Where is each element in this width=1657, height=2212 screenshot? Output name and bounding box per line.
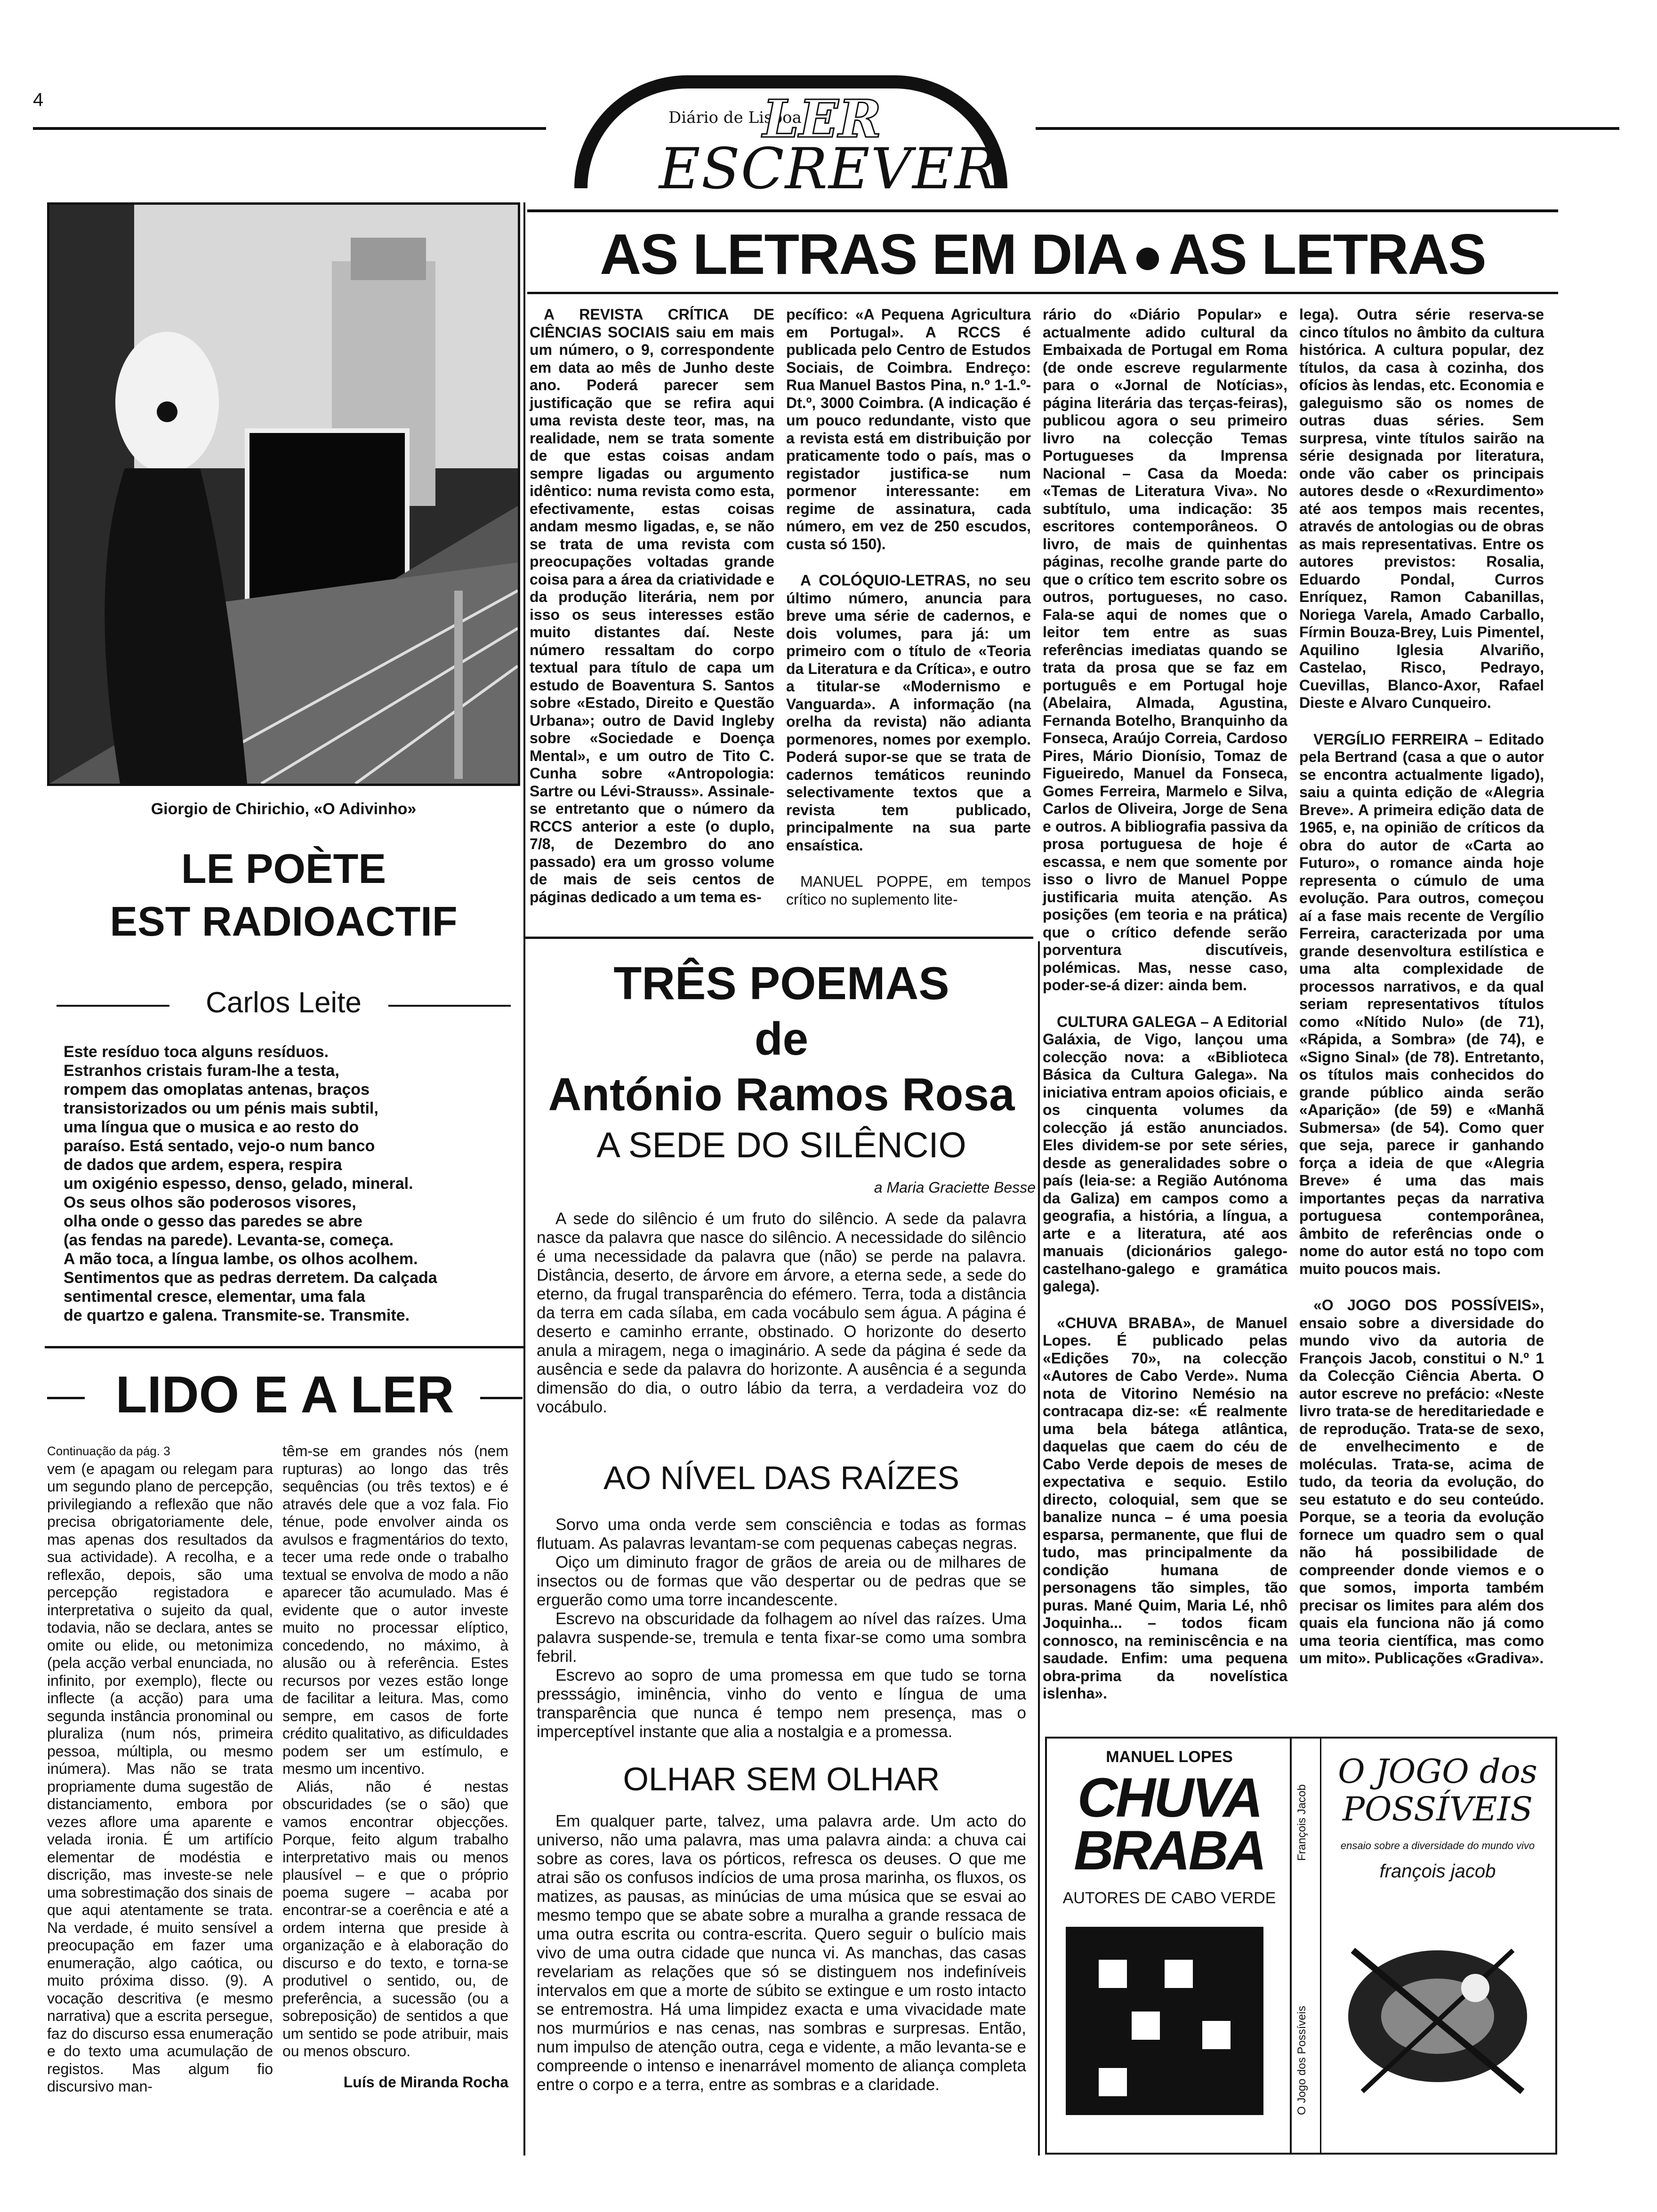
lido-continuation: Continuação da pág. 3: [47, 1444, 170, 1458]
cover2-illustration: [1334, 1894, 1541, 2139]
lido-col2-para: Aliás, não é nestas obscuridades (se o são) que vamos encontrar objecções. Porque, feito algum trabalho interpretativo mais ou menos plausível – e que o próprio poema sugere – acaba por encontrar-se a coerência e até a ordem interna que preside à organização e à elaboração do discurso e do texto, e torna-se produtivel o sentido, ou, de preferência, a sucessão (ou a sobreposição) de sentidos a que um sentido se pode atribuir, mais ou menos obscuro.: [282, 1778, 508, 2060]
poem-line: de dados que ardem, espera, respira: [64, 1156, 342, 1174]
poem-line: Este resíduo toca alguns resíduos.: [64, 1043, 329, 1061]
poem-line: paraíso. Está sentado, vejo-o num banco: [64, 1137, 375, 1155]
cover2-author: françois jacob: [1379, 1861, 1496, 1882]
poete-title-line2: EST RADIOACTIF: [110, 898, 458, 945]
letras-column-3: [1043, 306, 1287, 1722]
poemas-title-line1: TRÊS POEMAS: [613, 957, 949, 1009]
poem-line: rompem das omoplatas antenas, braços: [64, 1081, 370, 1098]
lido-column-2: [282, 1443, 508, 2091]
painting-image: [47, 202, 520, 786]
cover2-spine: [1292, 1739, 1321, 2153]
cover1-pattern-cell: [1132, 2012, 1160, 2040]
letras-title: [527, 221, 1558, 287]
poem-line: Os seus olhos são poderosos visores,: [64, 1194, 356, 1211]
poem-line: (as fendas na parede). Levanta-se, começa.: [64, 1231, 394, 1249]
painting-caption: Giorgio de Chirichio, «O Adivinho»: [151, 800, 417, 818]
poem-line: uma língua que o musica e ao resto do: [64, 1118, 359, 1136]
cover1-pattern-cell: [1099, 2068, 1127, 2096]
poem-line: A mão toca, a língua lambe, os olhos acolhem.: [64, 1250, 418, 1268]
poemas-title-line3: António Ramos Rosa: [548, 1068, 1015, 1120]
poemas-title-line2: de: [754, 1013, 809, 1065]
cover2-title: O JOGO dos POSSÍVEIS: [1338, 1752, 1537, 1828]
cover1-pattern-cell: [1099, 1960, 1127, 1988]
poem-line: de quartzo e galena. Transmite-se. Transmite.: [64, 1306, 410, 1324]
masthead-ler: LER: [763, 88, 882, 149]
letras-item-poppe-cont: rário do «Diário Popular» e actualmente adido cultural da Embaixada de Portugal em Roma (de onde escreve regularmente para o «Jornal de Notícias», página literária das terças-feiras), publicou agora o seu primeiro livro na colecção Temas Portugueses da Imprensa Nacional – Casa da Moeda: «Temas de Literatura Viva». No subtítulo, uma indicação: 35 escritores contemporâneos. O livro, de mais de quinhentas páginas, recolhe grande parte do que o crítico tem escrito sobre os outros, portugueses, no caso. Fala-se aqui de nomes que o leitor tem entre as suas referências imediatas quando se trata da prosa que se faz em português e em Portugal hoje (Abelaira, Almada, Agustina, Fernanda Botelho, Branquinho da Fonseca, Araújo Correia, Cardoso Pires, Mário Dionísio, Tomaz de Figueiredo, Manuel da Fonseca, Gomes Ferreira, Marmelo e Silva, Carlos de Oliveira, Jorge de Sena e outros. A bibliografia passiva da prosa portuguesa de hoje é escassa, e nem que somente por isso o livro de Manuel Poppe justificaria muita atenção. As posições (em teoria e na prática) que o crítico defende serão porventura discutíveis, polémicas. Mas, nesse caso, poder-se-á dizer: ainda bem.: [1043, 306, 1287, 994]
author-rule-right: [388, 1005, 511, 1007]
letras-column-1: [530, 306, 774, 925]
letras-item-galega: CULTURA GALEGA – A Editorial Galáxia, de Vigo, lançou uma colecção nova: a «Biblioteca Básica da Cultura Galega». Na iniciativa entram apoios oficiais, e os cinquenta volumes da colecção já estão anunciados. Eles dividem-se por sete séries, desde as generalidades sobre o país (leia-se: a Região Autónoma da Galiza) em campos como a geografia, a história, a língua, a arte e a literatura, até aos manuais (dicionários galego-castelhano-galego e gramática galega).: [1043, 1013, 1287, 1295]
letras-title-left: AS LETRAS EM DIA: [600, 222, 1127, 286]
masthead-escrever: ESCREVER: [659, 136, 998, 202]
raizes-paragraph: Escrevo na obscuridade da folhagem ao nível das raízes. Uma palavra suspende-se, tremula e tenta fixar-se como uma sombra febril.: [537, 1610, 1026, 1666]
letras-item-vergilio: VERGÍLIO FERREIRA – Editado pela Bertrand (casa a que o autor se encontra actualmente ligado), saiu a quinta edição de «Alegria Breve». A primeira edição data de 1965, e, na opinião de críticos da obra do autor de «Carta ao Futuro», o romance ainda hoje representa o cúmulo de uma evolução. Para outros, começou aí a fase mais recente de Vergílio Ferreira, caracterizada por uma grande desenvoltura estilística e uma alta complexidade de processos narrativos, e da qual seriam representativos títulos como «Nítido Nulo» (de 71), «Rápida, a Sombra» (de 74), e «Signo Sinal» (de 78). Entretanto, os títulos mais conhecidos do grande público ainda serão «Aparição» (de 59) e «Manhã Submersa» (de 54). Como quer que seja, parece ir ganhando força a ideia de que «Alegria Breve» é uma das mais importantes peças da narrativa portuguesa contemporânea, âmbito de referências onde o nome do autor está no topo com muito poucos mais.: [1299, 730, 1544, 1277]
poem-line: um oxigénio espesso, denso, gelado, mineral.: [64, 1175, 413, 1193]
poemas-title: [518, 955, 1045, 1122]
raizes-title: AO NÍVEL DAS RAÍZES: [603, 1459, 959, 1496]
poete-author-name: Carlos Leite: [206, 986, 362, 1019]
cover1-title-line1: CHUVA: [1077, 1767, 1262, 1829]
letras-bottom-rule: [527, 292, 1558, 294]
lido-col1-text: vem (e apagam ou relegam para um segundo plano de percepção, privilegiando a reflexão que não precisa obrigatoriamente dele, mas apenas dos resultados da sua actividade). A recolha, e a reflexão, depois, são uma percepção registadora e interpretativa o sujeito da qual, todavia, não se declara, antes se omite ou elide, ou metonimiza (pela acção verbal enunciada, no infinito, por exemplo), flecte ou inflecte (a acção) para uma segunda instância pronominal ou pluraliza (num nós, primeira pessoa, múltipla, ou mesmo inúmera). Mas não se trata propriamente duma sugestão de distanciamento, embora por vezes aflore uma aparente e velada ironia. É um artifício elementar de modéstia e discrição, mas investe-se nele uma sobrestimação dos sinais de que aqui atentamente se trata. Na verdade, é muito sensível a preocupação em fazer uma enumeração, algo caótica, ou muito próxima disso. (9). A vocação descritiva (e mesmo narrativa) que a escrita persegue, faz do discurso essa enumeração e do texto uma acumulação de registos. Mas algum fio discursivo man-: [47, 1460, 273, 2095]
poem-line: Sentimentos que as pedras derretem. Da calçada: [64, 1269, 437, 1287]
sede-title: A SEDE DO SILÊNCIO: [596, 1125, 966, 1165]
masthead-newspaper: Diário de Lisboa: [668, 108, 802, 127]
cover1-title: [1047, 1767, 1292, 1882]
sede-text: [537, 1210, 1026, 1417]
poete-title: [47, 842, 520, 948]
letras-item-rccs-cont: pecífico: «A Pequena Agricultura em Portugal». A RCCS é publicada pelo Centro de Estudos Sociais, de Coimbra. Endreço: Rua Manuel Bastos Pina, n.º 1-1.º-Dt.º, 3000 Coimbra. (A indicação é um pouco redundante, visto que a revista está em distribuição por praticamente todo o país, mas o registador justifica-se num pormenor interessante: em regime de assinatura, cada número, em vez de 250 escudos, custa só 150).: [786, 306, 1031, 553]
lido-signature: Luís de Miranda Rocha: [343, 2073, 508, 2091]
lido-column-1: [47, 1443, 273, 2096]
poem-line: Estranhos cristais furam-lhe a testa,: [64, 1062, 339, 1080]
letras-column-2: [786, 306, 1031, 927]
poemas-top-rule: [525, 937, 1033, 939]
letras-item-jogo: «O JOGO DOS POSSÍVEIS», ensaio sobre a diversidade do mundo vivo da autoria de François Jacob, constitui o N.º 1 da Colecção Ciência Aberta. O autor escreve no prefácio: «Neste livro trata-se de hereditariedade e de reprodução. Trata-se de sexo, de envelhecimento e de moléculas. Trata-se, acima de tudo, da teoria da evolução, do seu estatuto e do seu conteúdo. Porque, se a teoria da evolução fornece um quadro sem o qual não há possibilidade de compreender donde viemos e o que somos, importa também precisar os limites para além dos quais ela funciona não já como uma teoria científica, mas como um mito». Publicações «Gradiva».: [1299, 1297, 1544, 1667]
letras-title-right: AS LETRAS: [1168, 222, 1486, 286]
bullet-icon: [1136, 248, 1159, 270]
cover1-pattern-cell: [1165, 1960, 1193, 1988]
poete-author: [47, 986, 520, 1024]
cover1-author: MANUEL LOPES: [1106, 1748, 1233, 1766]
raizes-text: [537, 1515, 1026, 1741]
masthead: [546, 66, 1036, 202]
sede-paragraph: A sede do silêncio é um fruto do silêncio. A sede da palavra nasce da palavra que nasce do silêncio. A necessidade do silêncio é uma necessidade da palavra que (não) se perde na palavra. Distância, deserto, de árvore em árvore, a eterna sede, a sede do eterno, da frugal transparência do efémero. Terra, toda a distância da terra em cada sílaba, em cada vocábulo sem água. A página é deserto e caminho errante, obstinado. O horizonte do deserto anula a miragem, nega o imaginário. A sede da página é sede da ausência e sede da palavra do horizonte. A ausência é a segunda dimensão do dia, o outro lábio da terra, a verdadeira voz do vocábulo.: [537, 1210, 1026, 1416]
cover1-title-line2: BRABA: [1073, 1819, 1265, 1882]
cover1-pattern: [1066, 1927, 1263, 2115]
jogo-possiveis-cover: [1290, 1737, 1557, 2155]
poemas-right-rule: [1038, 941, 1040, 2156]
page-number: 4: [33, 89, 44, 110]
cover2-spine-title: O Jogo dos Possíveis: [1295, 2005, 1308, 2115]
cover2-spine-author: François Jacob: [1295, 1784, 1308, 1861]
letras-top-rule: [527, 209, 1558, 212]
poem-line: sentimental cresce, elementar, uma fala: [64, 1288, 365, 1306]
raizes-paragraph: Oiço um diminuto fragor de grãos de areia ou de milhares de insectos ou de formas que vão despertar ou de pedras que se erguerão como uma torre incandescente.: [537, 1553, 1026, 1609]
olhar-title: OLHAR SEM OLHAR: [623, 1761, 940, 1797]
letras-item-rccs: A REVISTA CRÍTICA DE CIÊNCIAS SOCIAIS saiu em mais um número, o 9, correspondente em data ao mês de Junho deste ano. Poderá parecer sem justificação que se refira aqui uma revista deste teor, mas, na realidade, nem se trata somente de que estas coisas andam sempre ligadas ou argumento idêntico: numa revista como esta, efectivamente, estas coisas andam mesmo ligadas, e, se não se trata de uma revista com preocupações voltadas grande coisa para a área da criatividade e da produção literária, nem por isso os seus interesses estão muito distantes daí. Neste número ressaltam do corpo textual para título de capa um estudo de Boaventura S. Santos sobre «Estado, Direito e Questão Urbana»; outro de David Ingleby sobre «Sociedade e Doença Mental», e um outro de Tito C. Cunha sobre «Antropologia: Sartre ou Lévi-Strauss». Assinale-se entretanto que o número da RCCS anterior a este (o duplo, 7/8, de Dezembro do ano passado) era um grosso volume de mais de seis centos de páginas dedicado a um tema es-: [530, 306, 774, 906]
letras-column-4: [1299, 306, 1544, 1686]
letras-item-chuva: «CHUVA BRABA», de Manuel Lopes. É publicado pelas «Edições 70», na colecção «Autores de Cabo Verde». Numa nota de Vitorino Nemésio na contracapa diz-se: «É realmente uma bela bátega atlântica, daquelas que caem do céu de Cabo Verde depois de meses de expectativa e sequio. Estilo directo, coloquial, sem que se banalize nunca – é uma poesia esparsa, permanente, que flui de tudo, mas principalmente da condição humana de personagens tão simples, tão puras. Mané Quim, Maria Lé, nhô Joquinha... – todos ficam connosco, na reminiscência e na saudade. Enfim: uma pequena obra-prima da novelística islenha».: [1043, 1314, 1287, 1702]
cover2-subtitle: ensaio sobre a diversidade do mundo vivo: [1340, 1840, 1535, 1851]
painting-illustration: [49, 205, 518, 784]
poem-line: transistorizados ou um pénis mais subtil,: [64, 1099, 378, 1117]
cover1-series: AUTORES DE CABO VERDE: [1062, 1889, 1276, 1907]
letras-item-galega-cont: lega). Outra série reserva-se cinco títulos no âmbito da cultura histórica. A cultura popular, dez títulos, da casa à cozinha, dos ofícios às lendas, etc. Economia e galeguismo são os nomes de outras duas séries. Sem surpresa, vinte títulos sairão na série designada por literatura, onde vão caber os principais autores desde o «Rexurdimento» até aos tempos mais recentes, através de antologias ou de obras as mais representativas. Entre os autores previstos: Rosalia, Eduardo Pondal, Curros Enríquez, Ramon Cabanillas, Noriega Varela, Amado Carballo, Fírmin Bouza-Brey, Luis Pimentel, Aquilino Iglesia Alvariño, Castelao, Risco, Pedrayo, Cuevillas, Blanco-Axor, Rafael Dieste e Alvaro Cunqueiro.: [1299, 306, 1544, 711]
raizes-paragraph: Sorvo uma onda verde sem consciência e todas as formas flutuam. As palavras levantam-se com pequenas cabeças negras.: [537, 1515, 1026, 1553]
raizes-paragraph: Escrevo ao sopro de uma promessa em que tudo se torna pressságio, iminência, vinho do vento e língua de uma transparência que nunca é tempo nem presença, mas o imperceptível instante que alia a nostalgia e a promessa.: [537, 1666, 1026, 1741]
olhar-text: [537, 1812, 1026, 2094]
chuva-braba-cover: [1045, 1737, 1294, 2155]
lido-title: LIDO E A LER: [115, 1366, 454, 1424]
column-separator: [523, 202, 525, 2156]
lido-col2-para: têm-se em grandes nós (nem rupturas) ao longo das três sequências (ou três textos) e é através dele que a voz fala. Fio ténue, pode envolver ainda os avulsos e fragmentários do texto, tecer uma rede onde o trabalho textual se envolva de modo a não aparecer tão acumulado. Mas é evidente que o autor investe muito no processar elíptico, concedendo, no máximo, à alusão ou à referência. Estes recursos por vezes estão longe de facilitar a leitura. Mas, como sempre, em casos de forte crédito qualitativo, as dificuldades podem ser um estímulo, e mesmo um incentivo.: [282, 1443, 508, 1777]
poemas-dedication: a Maria Graciette Besse: [874, 1179, 1036, 1196]
olhar-paragraph: Em qualquer parte, talvez, uma palavra arde. Um acto do universo, não uma palavra, mas uma palavra ainda: a chuva cai sobre as cores, lava os pórticos, refresca os deuses. O que me atrai são os confusos indícios de uma prosa marinha, os fluxos, os matizes, as pausas, as minúcias de uma música que se esvai ao mesmo tempo que se abate sobre a muralha a grande ressaca de uma outra escrita ou contra-escrita. Quero seguir o bulício mais vivo de uma outra cidade que nunca vi. As manchas, das casas revelariam as relações que só se distinguem nos indefiníveis intervalos em que a morte de súbito se extingue e um rosto intacto se entremostra. Há uma limpidez exacta e uma vivacidade mate nos murmúrios e nas cenas, nas sombras e surpresas. Então, num impulso de atenção outra, cega e vidente, a mão levanta-se e compreende o intenso e inenarrável momento de aliança completa entre o corpo e a terra, entre as sombras e a claridade.: [537, 1812, 1026, 2094]
poete-title-line1: LE POÈTE: [181, 845, 386, 892]
letras-item-poppe: MANUEL POPPE, em tempos crítico no suplemento lite-: [786, 873, 1031, 908]
poem-line: olha onde o gesso das paredes se abre: [64, 1212, 362, 1230]
cover1-pattern-cell: [1202, 2021, 1231, 2049]
lido-rule-right: [480, 1397, 523, 1399]
poete-poem: [64, 1042, 506, 1325]
lido-top-rule: [45, 1346, 525, 1348]
letras-item-coloquio: A COLÓQUIO-LETRAS, no seu último número, anuncia para breve uma série de cadernos, e dois volumes, para já: um primeiro com o título de «Teoria da Literatura e da Crítica», e outro a titular-se «Modernismo e Vanguarda». A informação (na orelha da revista) não adianta pormenores, nomes por exemplo. Poderá supor-se que se trata de cadernos temáticos reunindo selectivamente textos que a revista tem publicado, principalmente na sua parte ensaística.: [786, 572, 1031, 854]
